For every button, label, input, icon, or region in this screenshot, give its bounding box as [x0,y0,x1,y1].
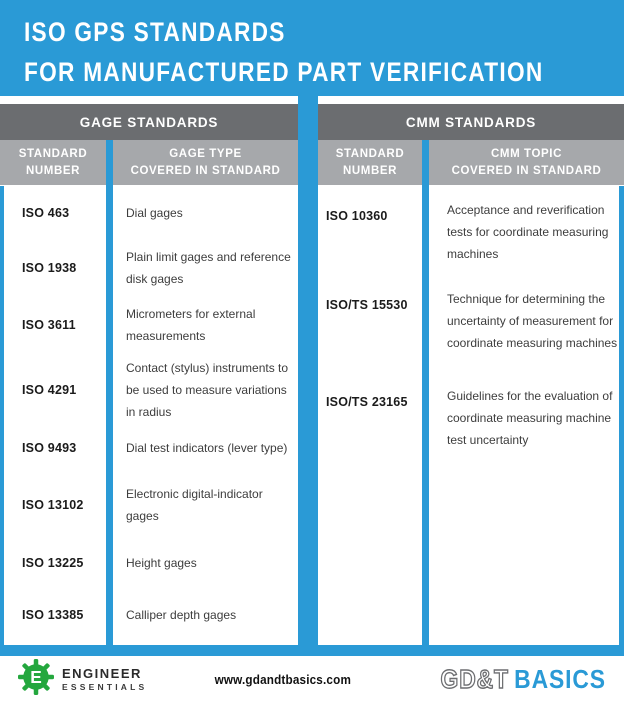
section-divider [298,96,318,645]
engineer-essentials-wordmark [62,666,147,692]
title-banner [0,0,624,96]
website-url: www.gdandtbasics.com [214,671,351,687]
standard-number: ISO 13102 [22,498,84,512]
gear-icon [18,659,54,700]
header-line: CMM TOPIC [491,147,562,160]
right-edge-accent [619,186,624,645]
standard-number: ISO/TS 15530 [326,298,408,312]
bottom-accent-band [0,645,624,656]
column-header-cmm-topic [429,140,624,185]
standard-number: ISO 13225 [22,555,84,570]
page-title-line1: ISO GPS STANDARDS [24,17,286,47]
table-row [0,240,298,295]
header-line: NUMBER [342,164,398,177]
standard-description: Height gages [126,555,197,570]
header-line: GAGE TYPE [169,147,242,160]
standard-description: Micrometers for external measurements [126,307,256,343]
essentials-text: ESSENTIALS [62,682,148,692]
standard-description: Dial test indicators (lever type) [126,440,288,455]
page-title-line2: FOR MANUFACTURED PART VERIFICATION [24,57,544,87]
table-row [0,585,298,645]
standard-number: ISO 463 [22,205,70,220]
standard-description: Contact (stylus) instruments to be used to measure variations in radius [126,361,289,419]
gage-standards-section [0,96,298,645]
column-header-standard-number [318,140,422,185]
standards-tables [0,96,624,645]
cmm-standards-rows [318,185,624,645]
gdt-basics-logo [441,664,606,695]
standard-number: ISO 10360 [326,209,388,223]
standard-number: ISO/TS 23165 [326,395,408,409]
table-row [318,280,624,385]
header-line: STANDARD [18,147,88,160]
column-divider [106,140,113,645]
standard-number: ISO 13385 [22,608,84,622]
standard-description: Technique for determining the uncertainty of measurement for coordinate measuring machines [447,292,618,350]
left-edge-accent [0,186,4,645]
standard-number: ISO 4291 [22,383,77,397]
cmm-column-headers [318,140,624,185]
standard-description: Plain limit gages and reference disk gages [126,249,291,286]
column-header-gage-type [113,140,298,185]
gdt-outline-text: GD&T [440,663,509,694]
table-row [0,540,298,585]
standard-description: Dial gages [126,205,183,220]
standard-number: ISO 9493 [22,440,77,455]
standard-number: ISO 1938 [22,260,77,275]
footer [0,656,624,702]
table-row [318,185,624,280]
table-row [0,295,298,355]
standard-description: Guidelines for the evaluation of coordinate measuring machine test uncertainty [447,389,613,447]
standard-number: ISO 3611 [22,318,76,332]
gage-standards-rows [0,185,298,645]
header-line: COVERED IN STANDARD [451,164,602,177]
table-row [318,385,624,451]
table-row [0,425,298,470]
engineer-text: ENGINEER [62,666,142,681]
standard-description: Calliper depth gages [126,608,237,622]
table-row [0,185,298,240]
table-row [0,355,298,425]
header-line: NUMBER [25,164,81,177]
standard-description: Acceptance and reverification tests for coordinate measuring machines [447,203,609,261]
header-line: COVERED IN STANDARD [130,164,281,177]
cmm-section-title: CMM STANDARDS [318,104,624,140]
cmm-standards-section [318,96,624,645]
standard-description: Electronic digital-indicator gages [126,487,263,523]
engineer-essentials-logo [18,659,147,700]
gage-section-title: GAGE STANDARDS [0,104,298,140]
column-header-standard-number [0,140,106,185]
gage-column-headers [0,140,298,185]
gear-letter: E [30,666,42,687]
basics-solid-text: BASICS [514,663,606,694]
column-divider [422,140,429,645]
table-row [0,470,298,540]
header-line: STANDARD [335,147,405,160]
